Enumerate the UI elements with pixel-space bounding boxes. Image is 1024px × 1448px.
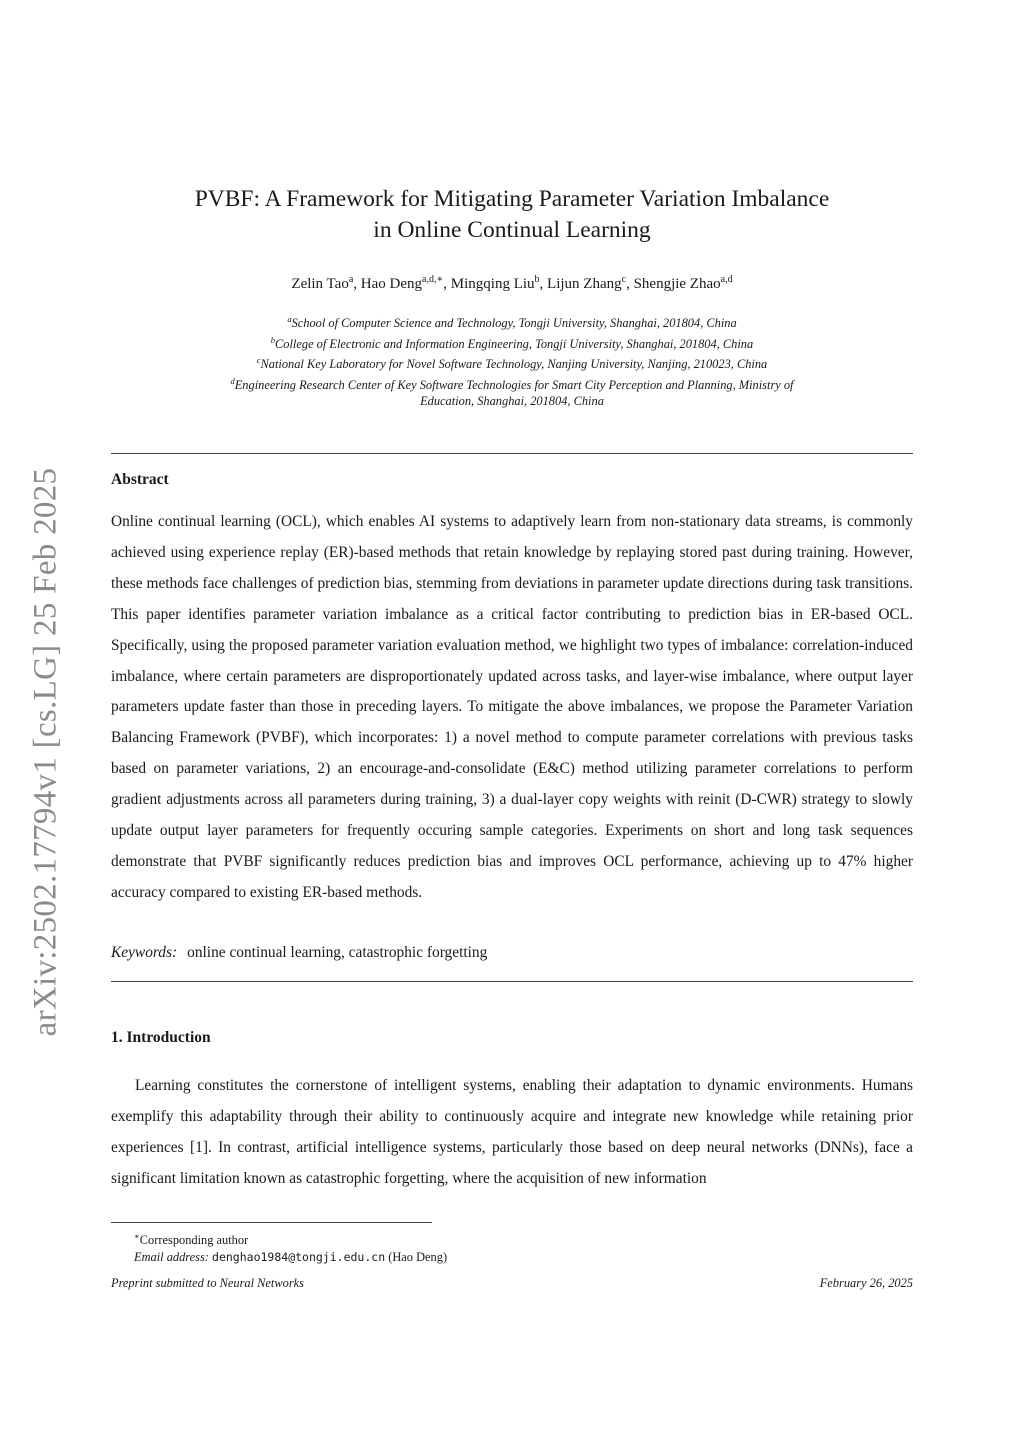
footnote-corresponding [134, 1228, 447, 1249]
affiliation-item-continued: Education, Shanghai, 201804, China [420, 394, 604, 409]
affiliation-item [112, 311, 912, 332]
author-name: Zelin Tao [291, 276, 349, 292]
abstract-text: Online continual learning (OCL), which enables AI systems to adaptively learn from non-stationary data streams, is commonly achieved using experience replay (ER)-based methods that retain knowledge by replaying stored past during training. However, these methods face challenges of prediction bias, stemming from deviations in parameter update directions during task transitions. This paper identifies parameter variation imbalance as a critical factor contributing to prediction bias in ER-based OCL. Specifically, using the proposed parameter variation evaluation method, we highlight two types of imbalance: correlation-induced imbalance, where certain parameters are disproportionately updated across tasks, and layer-wise imbalance, where output layer parameters update faster than those in preceding layers. To mitigate the above imbalances, we propose the Parameter Variation Balancing Framework (PVBF), which incorporates: 1) a novel method to compute parameter correlations with previous tasks based on parameter variations, 2) an encourage-and-consolidate (E&C) method utilizing parameter correlations to perform gradient adjustments across all parameters during training, 3) a dual-layer copy weights with reinit (D-CWR) strategy to slowly update output layer parameters for frequently occuring sample categories. Experiments on short and long task sequences demonstrate that PVBF significantly reduces prediction bias and improves OCL performance, achieving up to 47% higher accuracy compared to existing ER-based methods. [111, 513, 913, 901]
author-name: Hao Deng [360, 276, 423, 292]
affiliation-text: School of Computer Science and Technology, Tongji University, Shanghai, 201804, China [291, 316, 737, 331]
section-heading-introduction: 1. Introduction [111, 1029, 211, 1046]
footer-preprint-note: Preprint submitted to Neural Networks [111, 1276, 304, 1290]
affiliation-mark: c [256, 355, 261, 366]
affiliation-mark: a [287, 314, 292, 324]
author-list: Zelin Tao$^a$, Hao Deng$^{a,d,∗}$, Mingqing Liu$^b$, Lijun Zhang$^c$, Shengjie Zhao$^{a,d}$ [291, 274, 733, 292]
affiliation-text: National Key Laboratory for Novel Software Technology, Nanjing University, Nanjing, 210023, China [260, 357, 768, 372]
introduction-text: Learning constitutes the cornerstone of intelligent systems, enabling their adaptation to dynamic environments. Humans exemplify this adaptability through their ability to continuously acquire and integrate new knowledge while retaining prior experiences [1]. In contrast, artificial intelligence systems, particularly those based on deep neural networks (DNNs), face a significant limitation known as catastrophic forgetting, where the acquisition of new information [111, 1077, 913, 1187]
footnote-rule [111, 1222, 432, 1223]
author-affil-mark: a [348, 274, 354, 285]
affiliation-item [112, 373, 912, 394]
abstract-top-rule [111, 453, 913, 454]
author-affil-mark: a,d [720, 274, 733, 285]
keywords [111, 944, 487, 962]
author-name: Shengjie Zhao [633, 276, 721, 292]
footnote-corresponding-text: Corresponding author [139, 1233, 249, 1248]
author-affil-mark: b [534, 274, 540, 285]
email-link[interactable]: denghao1984@tongji.edu.cn [212, 1249, 386, 1264]
affiliation-item [112, 332, 912, 353]
abstract-bottom-rule [111, 981, 913, 982]
affiliation-text: College of Electronic and Information Engineering, Tongji University, Shanghai, 201804, China [275, 336, 754, 351]
author-name: Lijun Zhang [547, 276, 622, 292]
affiliation-mark: d [230, 375, 235, 386]
title-line-2: in Online Continual Learning [373, 217, 651, 243]
author-affil-mark: a,d,∗ [422, 274, 444, 285]
footnote-email-line [134, 1249, 447, 1266]
footer-date: February 26, 2025 [819, 1276, 913, 1290]
affiliation-list [112, 311, 912, 410]
title-line-1: PVBF: A Framework for Mitigating Parameter Variation Imbalance [194, 186, 830, 212]
footnote [134, 1228, 447, 1265]
affiliation-text: Engineering Research Center of Key Software Technologies for Smart City Perception and Planning, Ministry of [234, 377, 794, 392]
keywords-label: Keywords: [111, 944, 178, 961]
paper-title [112, 184, 912, 246]
author-affil-mark: c [621, 274, 627, 285]
affiliation-mark: b [270, 334, 276, 345]
email-owner: (Hao Deng) [388, 1249, 448, 1264]
abstract-heading: Abstract [111, 471, 169, 488]
keywords-text: online continual learning, catastrophic forgetting [187, 944, 488, 961]
email-label: Email address: [134, 1249, 209, 1264]
author-name: Mingqing Liu [450, 276, 535, 292]
arxiv-side-stamp: arXiv:2502.17794v1 [cs.LG] 25 Feb 2025 [27, 467, 64, 1037]
footnote-mark: ∗ [134, 1231, 140, 1241]
affiliation-item [112, 352, 912, 373]
